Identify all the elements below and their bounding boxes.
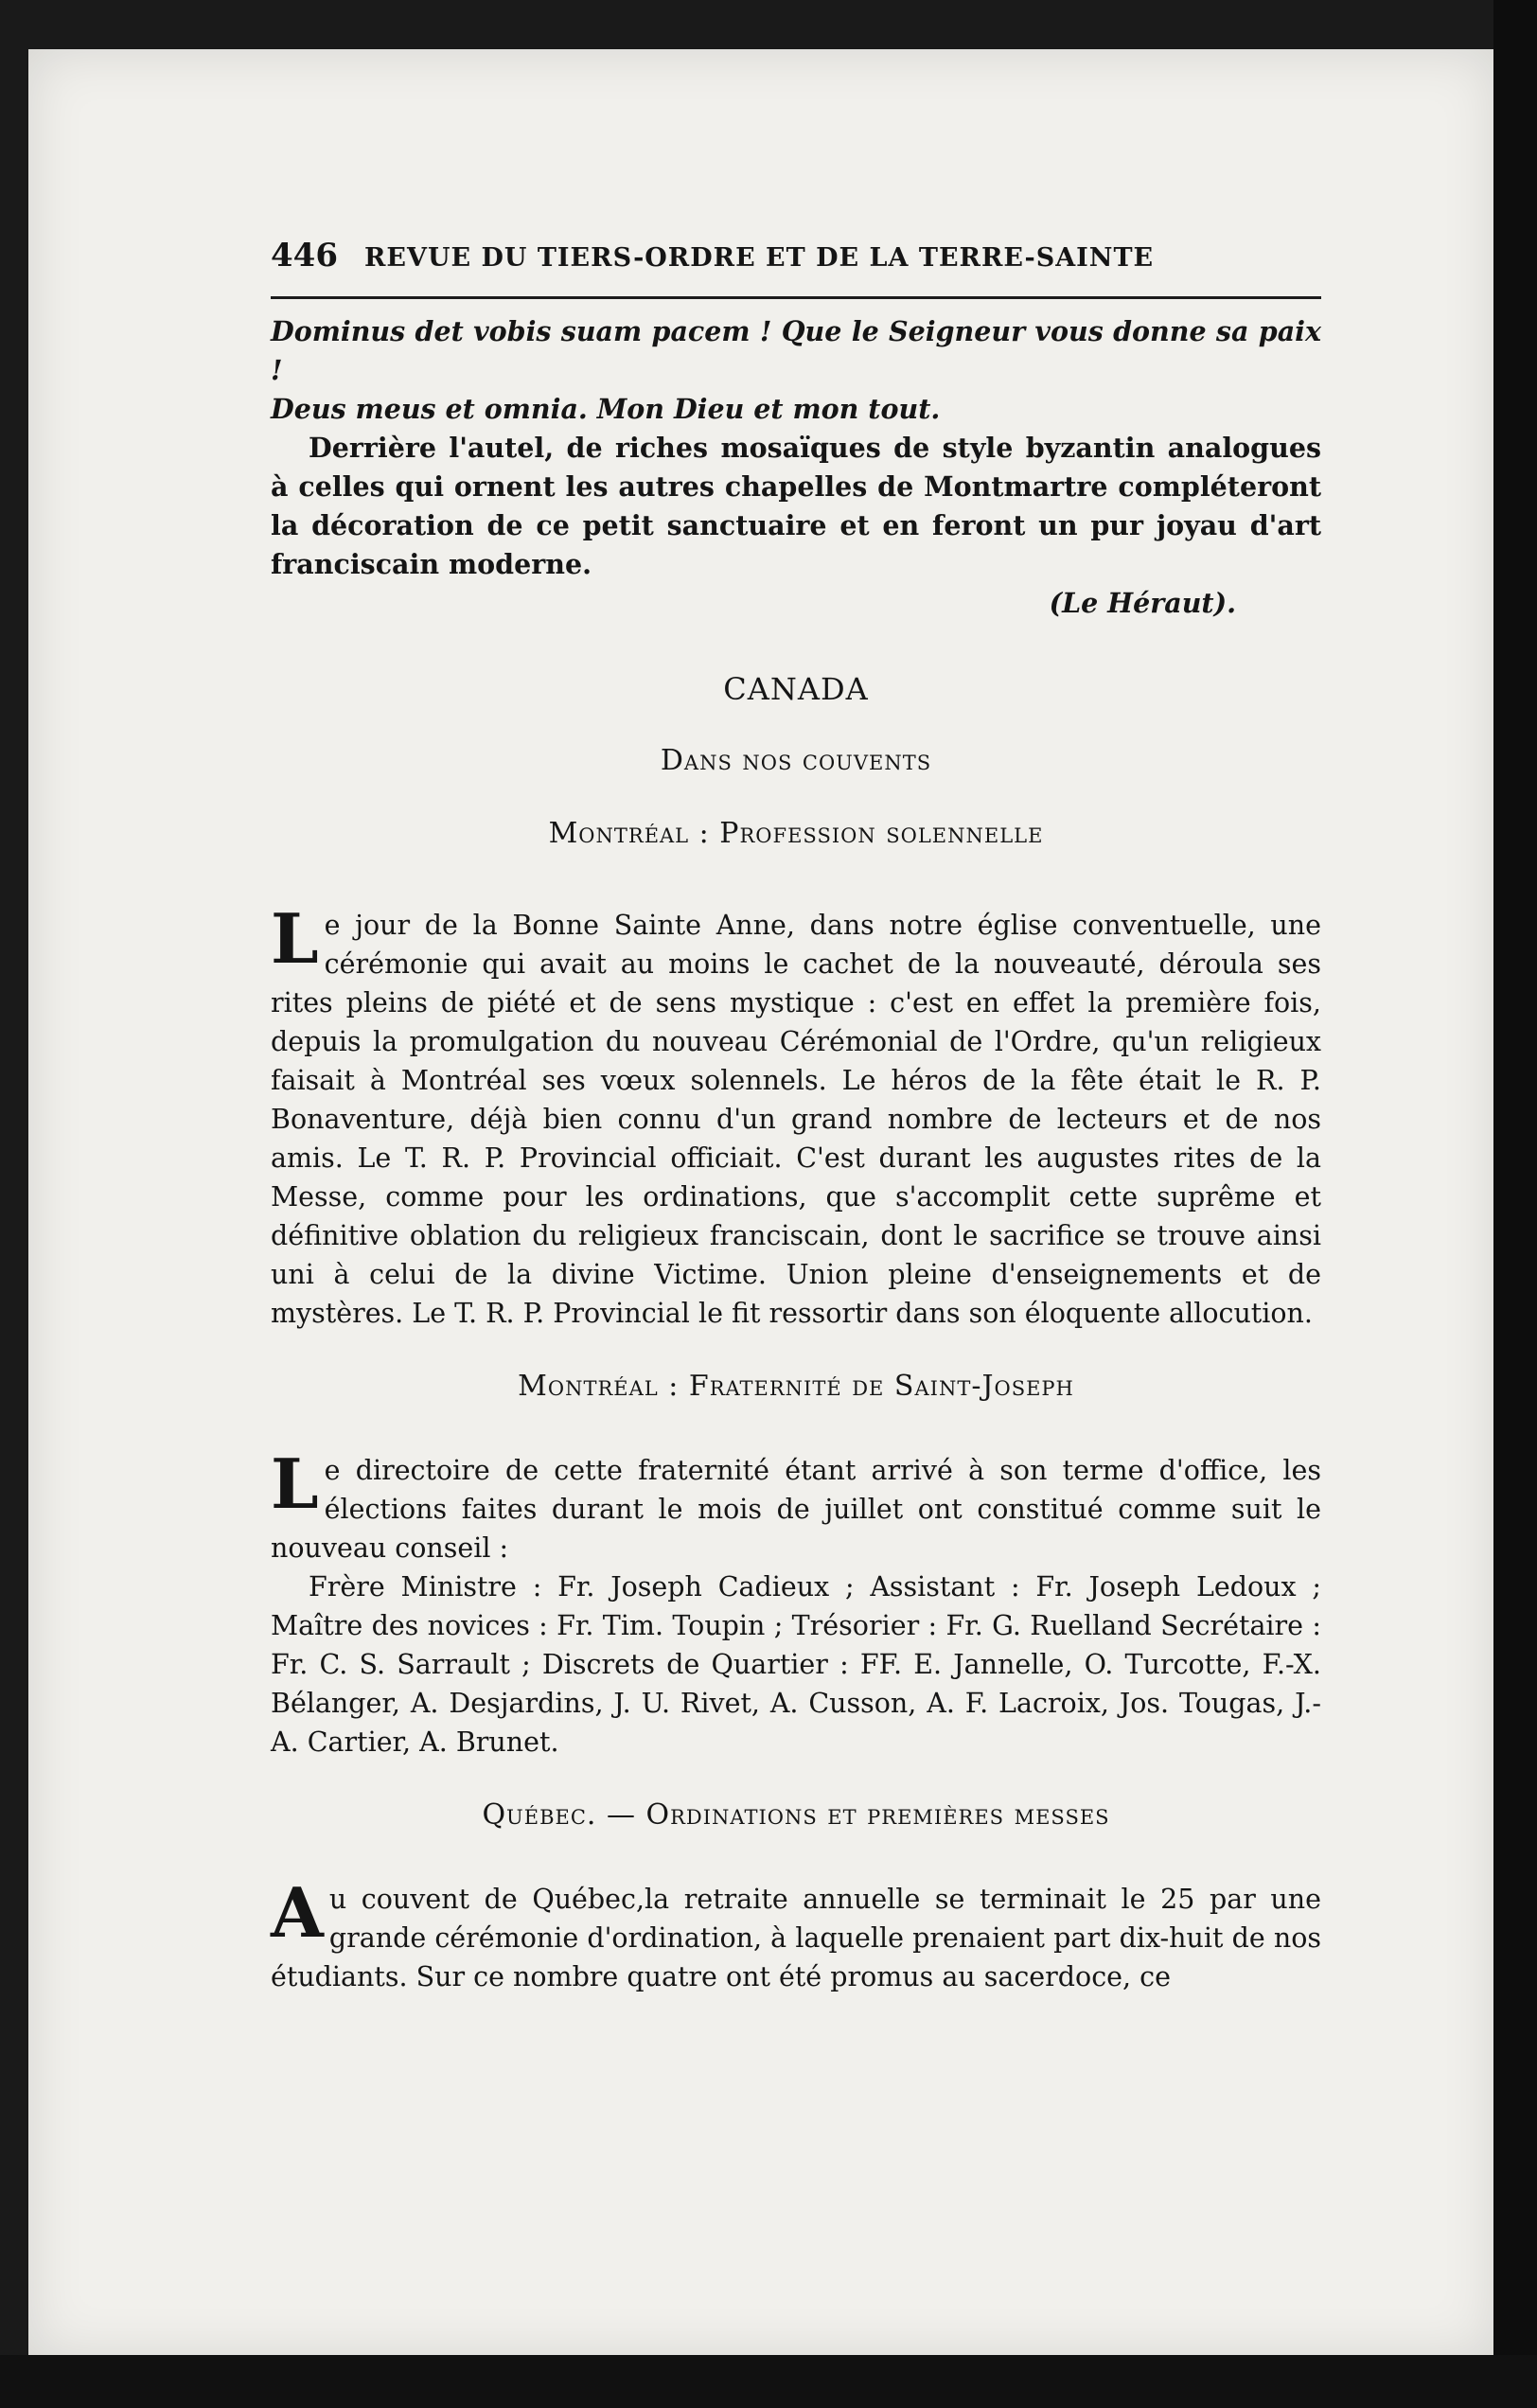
scan-edge-bottom — [0, 2355, 1537, 2408]
opening-paragraph: Derrière l'autel, de riches mosaïques de style byzantin analogues à celles qui ornent les autres chapelles de Montmartre compléteront la décoration de ce petit sanctuaire et en feront un pur joyau d'art franciscain moderne. — [271, 432, 1321, 580]
sub-heading: Dans nos couvents — [660, 744, 932, 777]
section-heading-3: Québec. — Ordinations et premières messes — [482, 1798, 1110, 1832]
section-1-paragraph — [271, 898, 1321, 1333]
section-3-text: u couvent de Québec,la retraite annuelle se terminait le 25 par une grande cérémonie d'ordination, à laquelle prenaient part dix-huit de nos étudiants. Sur ce nombre quatre ont été promus au sacerdoce, ce — [271, 1884, 1321, 1992]
section-heading-1: Montréal : Profession solennelle — [548, 817, 1044, 850]
section-2-list: Frère Ministre : Fr. Joseph Cadieux ; Assistant : Fr. Joseph Ledoux ; Maître des novices : Fr. Tim. Toupin ; Trésorier : Fr. G. Ruelland Secrétaire : Fr. C. S. Sarrault ; Discrets de Quartier : FF. E. Jannelle, O. Turcotte, F.-X. Bélanger, A. Desjardins, J. U. Rivet, A. Cusson, A. F. Lacroix, Jos. Tougas, J.-A. Cartier, A. Brunet. — [271, 1571, 1321, 1758]
drop-cap-2: L — [271, 1443, 319, 1524]
latin-line-2: Deus meus et omnia. Mon Dieu et mon tout. — [271, 393, 941, 425]
section-3-paragraph — [271, 1872, 1321, 1996]
running-title: REVUE DU TIERS-ORDRE ET DE LA TERRE-SAINTE — [363, 243, 1155, 273]
drop-cap-3: A — [271, 1872, 324, 1953]
scan-edge-right — [1493, 0, 1537, 2408]
section-heading-2: Montréal : Fraternité de Saint-Joseph — [518, 1370, 1074, 1403]
section-2-paragraph — [271, 1443, 1321, 1567]
source-citation: (Le Héraut). — [1049, 587, 1236, 619]
running-head — [271, 237, 1321, 299]
latin-line-1: Dominus det vobis suam pacem ! Que le Seigneur vous donne sa paix ! — [271, 315, 1321, 386]
section-2-text: e directoire de cette fraternité étant arrivé à son terme d'office, les élections faites durant le mois de juillet ont constitué comme suit le nouveau conseil : — [271, 1455, 1321, 1564]
country-heading: CANADA — [723, 671, 869, 707]
section-1-text: e jour de la Bonne Sainte Anne, dans notre église conventuelle, une cérémonie qui avait au moins le cachet de la nouveauté, déroula ses rites pleins de piété et de sens mystique : c'est en effet la première fois, depuis la promulgation du nouveau Cérémonial de l'Ordre, qu'un religieux faisait à Montréal ses vœux solennels. Le héros de la fête était le R. P. Bonaventure, déjà bien connu d'un grand nombre de lecteurs et de nos amis. Le T. R. P. Provincial officiait. C'est durant les augustes rites de la Messe, comme pour les ordinations, que s'accomplit cette suprême et définitive oblation du religieux franciscain, dont le sacrifice se trouve ainsi uni à celui de la divine Victime. Union pleine d'enseignements et de mystères. Le T. R. P. Provincial le fit ressortir dans son éloquente allocution. — [271, 910, 1321, 1329]
drop-cap-1: L — [271, 898, 319, 979]
page-content — [271, 237, 1321, 1996]
page-number: 446 — [271, 237, 338, 274]
